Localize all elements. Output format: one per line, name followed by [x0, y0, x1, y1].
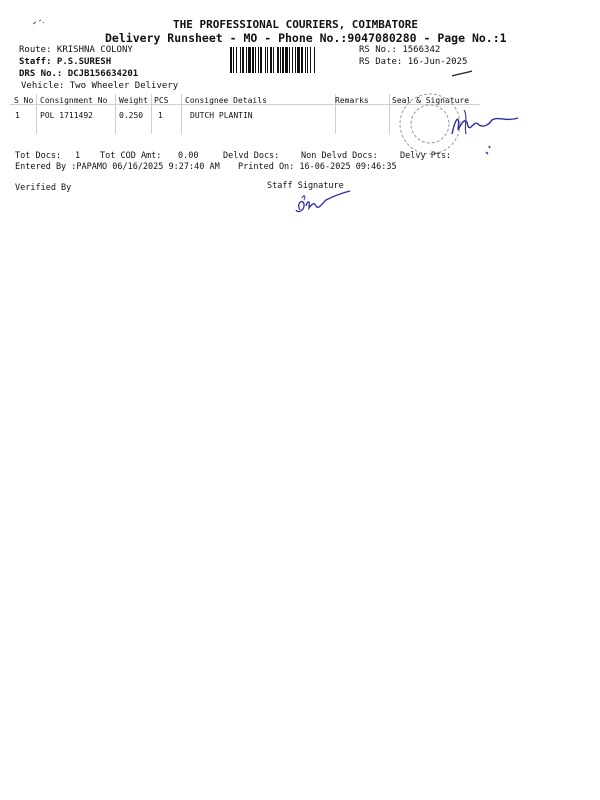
col-consignee: Consignee Details [185, 96, 267, 105]
route-label: Route: KRISHNA COLONY [19, 45, 133, 55]
col-seal-signature: Seal & Signature [392, 96, 470, 105]
col-weight: Weight [119, 96, 148, 105]
row-sno: 1 [15, 111, 20, 120]
table-divider [181, 94, 182, 134]
stamp-mark [450, 68, 476, 80]
company-title: THE PROFESSIONAL COURIERS, COIMBATORE [173, 18, 419, 31]
tot-cod-label: Tot COD Amt: [100, 151, 162, 161]
vehicle-label: Vehicle: Two Wheeler Delivery [21, 81, 179, 91]
corner-mark [32, 18, 46, 26]
row-weight: 0.250 [119, 111, 144, 120]
col-remarks: Remarks [335, 96, 369, 105]
table-divider [151, 94, 152, 134]
row-consignee: DUTCH PLANTIN [190, 111, 253, 120]
col-pcs: PCS [154, 96, 169, 105]
rs-number: RS No.: 1566342 [359, 45, 441, 55]
staff-signature [292, 190, 354, 218]
table-divider [389, 94, 390, 134]
tot-docs-value: 1 [75, 151, 81, 161]
delvd-docs-label: Delvd Docs: [223, 151, 280, 161]
verified-by: Verified By [15, 183, 72, 193]
staff-signature-label: Staff Signature [267, 181, 344, 191]
tot-cod-value: 0.00 [178, 151, 199, 161]
delvy-pts-label: Delvy Pts: [400, 151, 452, 161]
table-divider [115, 94, 116, 134]
col-consignment: Consignment No [40, 96, 108, 105]
entered-by: Entered By :PAPAMO 06/16/2025 9:27:40 AM [15, 162, 220, 172]
non-delvd-docs-label: Non Delvd Docs: [301, 151, 378, 161]
drs-number: DRS No.: DCJB156634201 [19, 69, 139, 79]
tot-docs-label: Tot Docs: [15, 151, 62, 161]
runsheet-title: Delivery Runsheet - MO - Phone No.:9047080280 - Page No.:1 [105, 31, 507, 45]
staff-label: Staff: P.S.SURESH [19, 57, 112, 67]
row-pcs: 1 [158, 111, 163, 120]
table-divider [36, 94, 37, 134]
row-consignment: POL 1711492 [40, 111, 93, 120]
printed-on: Printed On: 16-06-2025 09:46:35 [238, 162, 397, 172]
barcode [229, 47, 354, 73]
col-sno: S No [14, 96, 34, 105]
rs-date: RS Date: 16-Jun-2025 [359, 57, 468, 67]
